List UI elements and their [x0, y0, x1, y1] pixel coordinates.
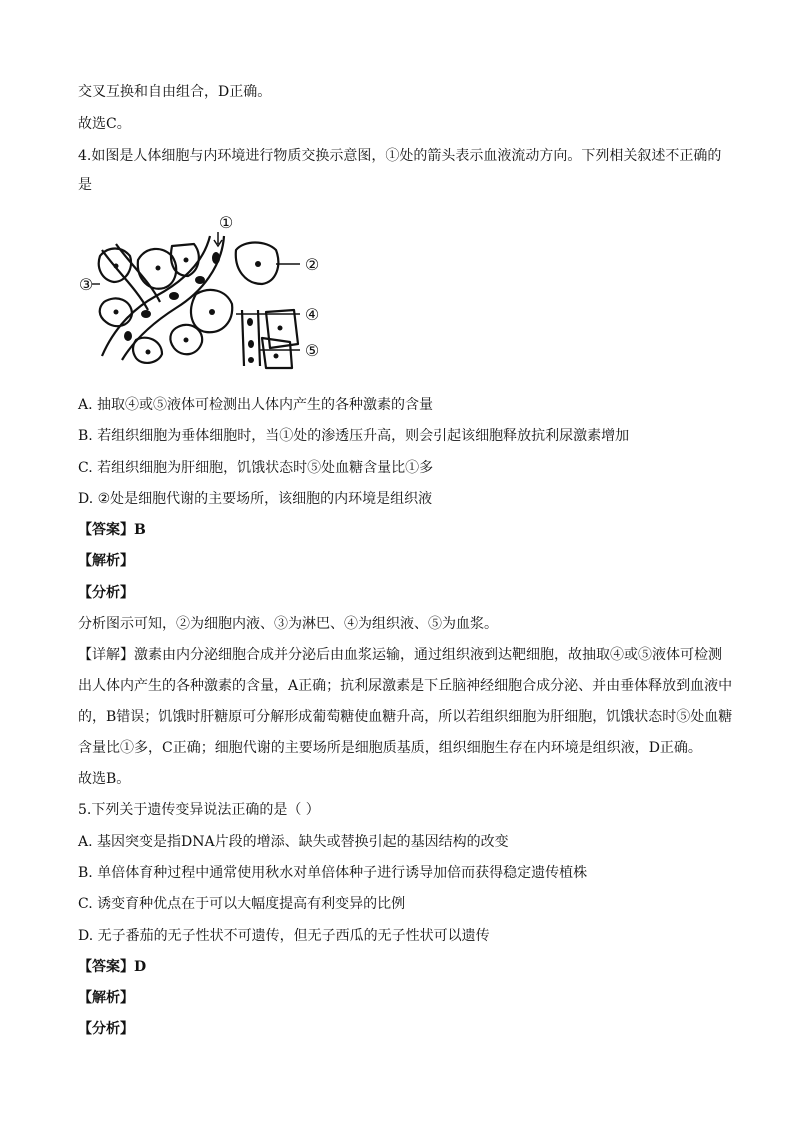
detail-line-2: 出人体内产生的各种激素的含量，A正确；抗利尿激素是下丘脑神经细胞合成分泌、并由垂体释放到血液中 — [78, 678, 733, 694]
label-4: ④ — [304, 305, 320, 324]
option-d: D. ②处是细胞代谢的主要场所，该细胞的内环境是组织液 — [78, 491, 433, 507]
option-b: B. 若组织细胞为垂体细胞时，当①处的渗透压升高，则会引起该细胞释放抗利尿激素增加 — [78, 428, 630, 444]
option-c: C. 若组织细胞为肝细胞，饥饿状态时⑤处血糖含量比①多 — [78, 460, 434, 476]
option-a: A. 抽取④或⑤液体可检测出人体内产生的各种激素的含量 — [78, 397, 434, 413]
detail-line-4: 含量比①多，C正确；细胞代谢的主要场所是细胞质基质，组织细胞生存在内环境是组织液，D正确。 — [78, 740, 702, 756]
label-3: ③ — [78, 275, 94, 294]
detail-line-1: 【详解】激素由内分泌细胞合成并分泌后由血浆运输，通过组织液到达靶细胞，故抽取④或⑤液体可检测 — [78, 647, 722, 663]
question-5-stem: 5.下列关于遗传变异说法正确的是（ ） — [78, 802, 320, 818]
label-2: ② — [304, 255, 320, 274]
question-4-stem-cont: 是 — [78, 177, 92, 193]
text-line-2: 故选C。 — [78, 116, 131, 132]
q5-option-b: B. 单倍体育种过程中通常使用秋水对单倍体种子进行诱导加倍而获得稳定遗传植株 — [78, 865, 588, 881]
q5-option-d: D. 无子番茄的无子性状不可遗传，但无子西瓜的无子性状可以遗传 — [78, 928, 490, 944]
text-line-1: 交叉互换和自由组合，D正确。 — [78, 84, 272, 100]
question-4-stem: 4.如图是人体细胞与内环境进行物质交换示意图，①处的箭头表示血液流动方向。下列相关叙述不正确的 — [78, 148, 722, 164]
q5-answer-heading: 【答案】D — [78, 959, 147, 975]
answer-heading: 【答案】B — [78, 522, 146, 538]
q5-option-c: C. 诱变育种优点在于可以大幅度提高有利变异的比例 — [78, 896, 406, 912]
q5-option-a: A. 基因突变是指DNA片段的增添、缺失或替换引起的基因结构的改变 — [78, 834, 509, 850]
fenxi-heading: 【分析】 — [78, 585, 134, 601]
q5-analysis-heading: 【解析】 — [78, 990, 134, 1006]
cell-environment-diagram — [76, 210, 332, 370]
analysis-text: 分析图示可知，②为细胞内液、③为淋巴、④为组织液、⑤为血浆。 — [78, 616, 498, 632]
label-5: ⑤ — [304, 341, 320, 360]
detail-line-3: 的，B错误；饥饿时肝糖原可分解形成葡萄糖使血糖升高，所以若组织细胞为肝细胞，饥饿状态时⑤处血糖 — [78, 709, 733, 725]
analysis-heading: 【解析】 — [78, 553, 134, 569]
choose-b: 故选B。 — [78, 771, 131, 787]
q5-fenxi-heading: 【分析】 — [78, 1021, 134, 1037]
label-1: ① — [218, 213, 234, 232]
